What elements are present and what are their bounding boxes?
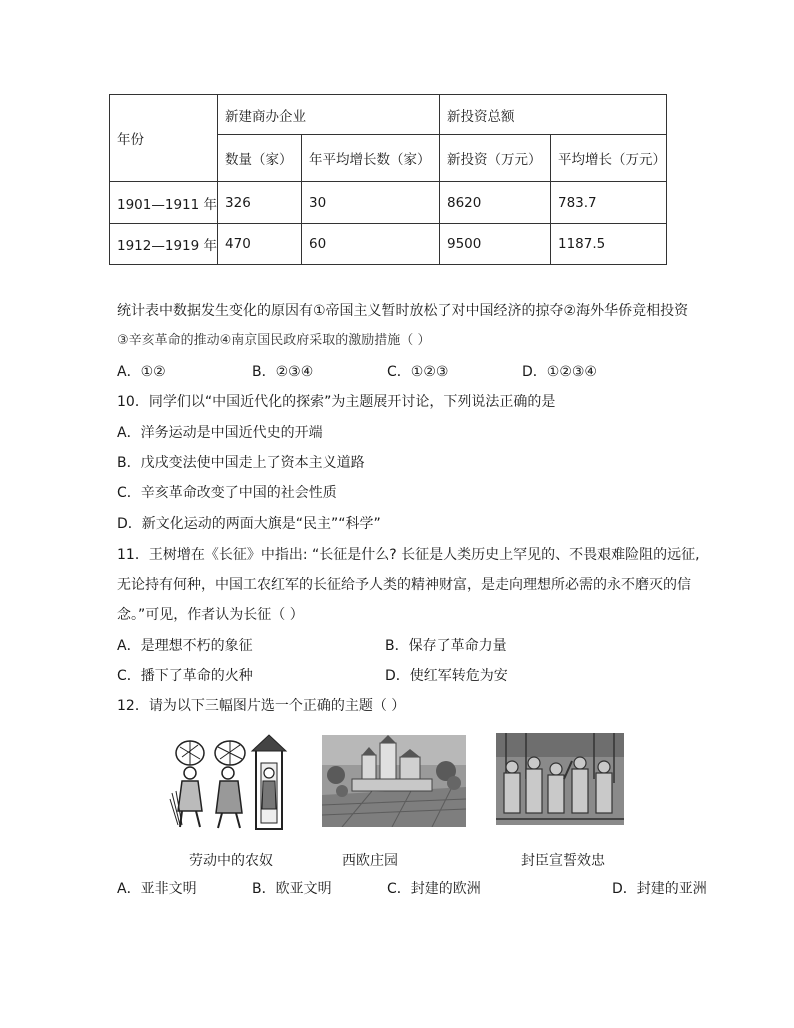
count-header: 数量（家） xyxy=(218,135,302,182)
avg-count-header: 年平均增长数（家） xyxy=(302,135,440,182)
avg-investment-header: 平均增长（万元） xyxy=(551,135,667,182)
q12-stem: 12．请为以下三幅图片选一个正确的主题（ ） xyxy=(117,698,406,714)
q9-stem-line2: ③辛亥革命的推动④南京国民政府采取的激励措施（ ） xyxy=(117,333,431,348)
avg-investment-cell: 783.7 xyxy=(551,182,667,224)
q10-option-a: A．洋务运动是中国近代史的开端 xyxy=(117,425,323,441)
q11-option-c: C．播下了革命的火种 xyxy=(117,668,253,684)
q11-stem-line2: 无论持有何种，中国工农红军的长征给予人类的精神财富，是走向理想所必需的永不磨灭的信 xyxy=(117,577,691,593)
avg-investment-cell: 1187.5 xyxy=(551,224,667,265)
count-cell: 470 xyxy=(218,224,302,265)
investment-cell: 9500 xyxy=(439,224,550,265)
q9-option-c: C．①②③ xyxy=(387,364,449,380)
q12-option-d: D．封建的亚洲 xyxy=(612,881,707,897)
table-header-row xyxy=(110,95,667,135)
caption-manor: 西欧庄园 xyxy=(342,853,398,869)
q12-option-b: B．欧亚文明 xyxy=(252,881,332,897)
q10-option-b: B．戊戌变法使中国走上了资本主义道路 xyxy=(117,455,365,471)
q11-option-d: D．使红军转危为安 xyxy=(385,668,508,684)
q9-option-d: D．①②③④ xyxy=(522,364,597,380)
q9-stem-line1: 统计表中数据发生变化的原因有①帝国主义暂时放松了对中国经济的掠夺②海外华侨竞相投资 xyxy=(117,303,689,319)
q9-option-a: A．①② xyxy=(117,364,166,380)
q11-stem-line1: 11．王树增在《长征》中指出: “长征是什么? 长征是人类历史上罕见的、不畏艰难险阻的远征, xyxy=(117,547,700,563)
q10-stem: 10．同学们以“中国近代化的探索”为主题展开讨论，下列说法正确的是 xyxy=(117,394,556,410)
period-cell: 1912—1919 年 xyxy=(110,224,218,265)
q12-option-a: A．亚非文明 xyxy=(117,881,197,897)
table-row xyxy=(110,224,667,265)
investment-cell: 8620 xyxy=(439,182,550,224)
manor-image xyxy=(322,735,466,827)
investment-group-header: 新投资总额 xyxy=(439,95,666,135)
caption-serfs: 劳动中的农奴 xyxy=(189,853,273,869)
q12-option-c: C．封建的欧洲 xyxy=(387,881,481,897)
count-cell: 326 xyxy=(218,182,302,224)
vassal-oath-image xyxy=(496,733,624,825)
q9-option-b: B．②③④ xyxy=(252,364,314,380)
avg-count-cell: 60 xyxy=(302,224,440,265)
avg-count-cell: 30 xyxy=(302,182,440,224)
statistics-table xyxy=(109,94,667,265)
caption-vassal: 封臣宣誓效忠 xyxy=(521,853,605,869)
q11-option-b: B．保存了革命力量 xyxy=(385,638,507,654)
table-row xyxy=(110,182,667,224)
q11-stem-line3: 念。”可见，作者认为长征（ ） xyxy=(117,607,304,623)
q10-option-d: D．新文化运动的两面大旗是“民主”“科学” xyxy=(117,516,381,532)
year-header: 年份 xyxy=(110,95,218,182)
enterprise-group-header: 新建商办企业 xyxy=(218,95,440,135)
q10-option-c: C．辛亥革命改变了中国的社会性质 xyxy=(117,485,337,501)
period-cell: 1901—1911 年 xyxy=(110,182,218,224)
serfs-working-image xyxy=(168,733,288,831)
q11-option-a: A．是理想不朽的象征 xyxy=(117,638,253,654)
investment-header: 新投资（万元） xyxy=(439,135,550,182)
